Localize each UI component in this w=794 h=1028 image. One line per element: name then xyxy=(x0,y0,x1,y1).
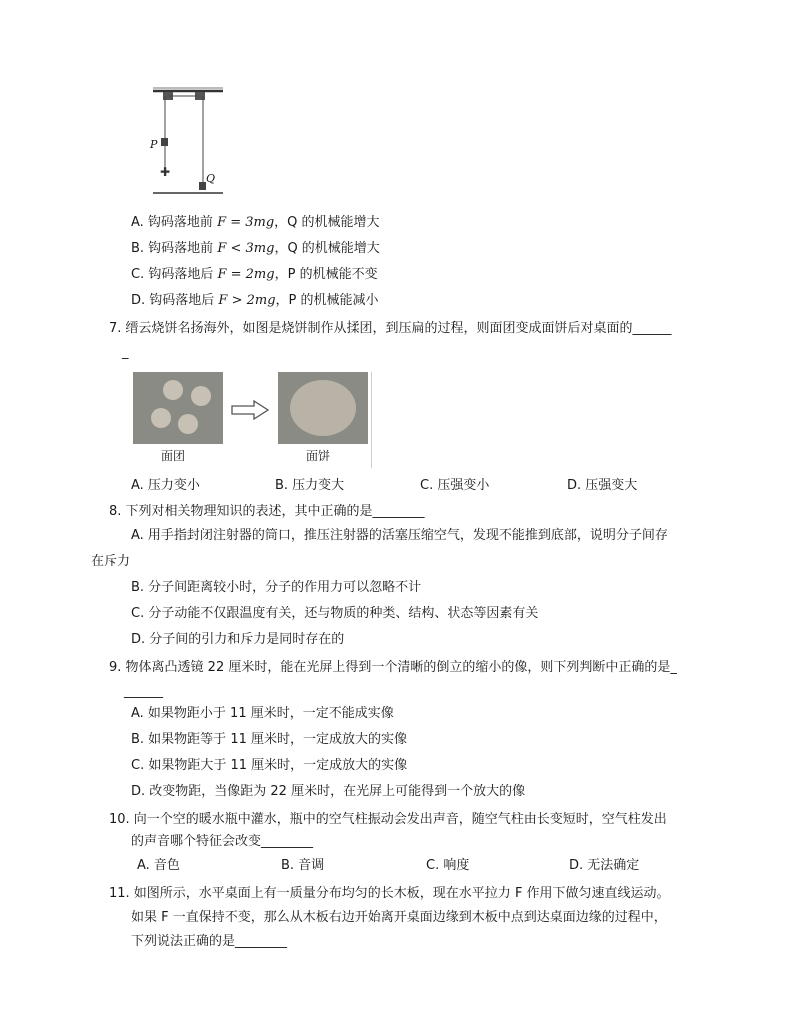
q8-option-a-line2: 在斥力 xyxy=(91,554,131,569)
svg-text:✚: ✚ xyxy=(160,165,171,179)
pancake-photo xyxy=(278,372,368,444)
q7-stem-cont: _ xyxy=(122,345,129,360)
q8-option-a-line1: A. 用手指封闭注射器的筒口，推压注射器的活塞压缩空气，发现不能推到底部，说明分子间存 xyxy=(131,528,668,543)
q9-stem: 9. 物体离凸透镜 22 厘米时，能在光屏上得到一个清晰的倒立的缩小的像，则下列判断中正确的是_ xyxy=(109,660,677,675)
q6-option-b: B. 钩码落地前 F < 3mg，Q 的机械能增大 xyxy=(131,241,380,256)
q9-stem-cont: ______ xyxy=(124,684,163,699)
block-q xyxy=(199,182,206,190)
q11-stem-line2: 如果 F 一直保持不变，那么从木板右边开始离开桌面边缘到木板中点到达桌面边缘的过程中， xyxy=(131,910,667,925)
q9-option-a: A. 如果物距小于 11 厘米时，一定不能成实像 xyxy=(131,706,394,721)
q7-option-d: D. 压强变大 xyxy=(567,478,638,493)
q10-stem-cont: 的声音哪个特征会改变________ xyxy=(131,834,314,849)
figure-divider xyxy=(371,372,372,468)
pancake-caption: 面饼 xyxy=(306,449,331,463)
q7-option-a: A. 压力变小 xyxy=(131,478,200,493)
q10-option-d: D. 无法确定 xyxy=(569,858,640,873)
q10-option-b: B. 音调 xyxy=(281,858,325,873)
dough-caption: 面团 xyxy=(161,449,186,463)
q7-option-c: C. 压强变小 xyxy=(420,478,490,493)
q11-stem-line1: 11. 如图所示，水平桌面上有一质量分布均匀的长木板，现在水平拉力 F 作用下做匀速直线运动。 xyxy=(109,886,670,901)
arrow-icon xyxy=(230,400,270,420)
q11-stem-line3: 下列说法正确的是________ xyxy=(131,934,288,949)
q6-option-d: D. 钩码落地后 F > 2mg，P 的机械能减小 xyxy=(131,293,379,308)
q6-option-a: A. 钩码落地前 F = 3mg，Q 的机械能增大 xyxy=(131,215,380,230)
q9-option-d: D. 改变物距，当像距为 22 厘米时，在光屏上可能得到一个放大的像 xyxy=(131,784,526,799)
q10-option-c: C. 响度 xyxy=(426,858,470,873)
q8-option-b: B. 分子间距离较小时，分子的作用力可以忽略不计 xyxy=(131,580,422,595)
label-p: P xyxy=(150,138,158,151)
q10-option-a: A. 音色 xyxy=(137,858,180,873)
q8-stem: 8. 下列对相关物理知识的表述，其中正确的是________ xyxy=(109,504,425,519)
q9-option-b: B. 如果物距等于 11 厘米时，一定成放大的实像 xyxy=(131,732,407,747)
q8-option-c: C. 分子动能不仅跟温度有关，还与物质的种类、结构、状态等因素有关 xyxy=(131,606,539,621)
q8-option-d: D. 分子间的引力和斥力是同时存在的 xyxy=(131,632,345,647)
dough-photo xyxy=(133,372,223,444)
q7-option-b: B. 压力变大 xyxy=(275,478,345,493)
pulley-figure xyxy=(145,86,235,196)
q6-option-c: C. 钩码落地后 F = 2mg，P 的机械能不变 xyxy=(131,267,378,282)
block-p xyxy=(161,138,168,146)
q7-stem: 7. 缙云烧饼名扬海外，如图是烧饼制作从揉团，到压扁的过程，则面团变成面饼后对桌面的______ xyxy=(109,321,672,336)
q9-option-c: C. 如果物距大于 11 厘米时，一定成放大的实像 xyxy=(131,758,408,773)
q10-stem: 10. 向一个空的暖水瓶中灌水，瓶中的空气柱振动会发出声音，随空气柱由长变短时，空气柱发出 xyxy=(109,812,667,827)
label-q: Q xyxy=(206,172,216,185)
